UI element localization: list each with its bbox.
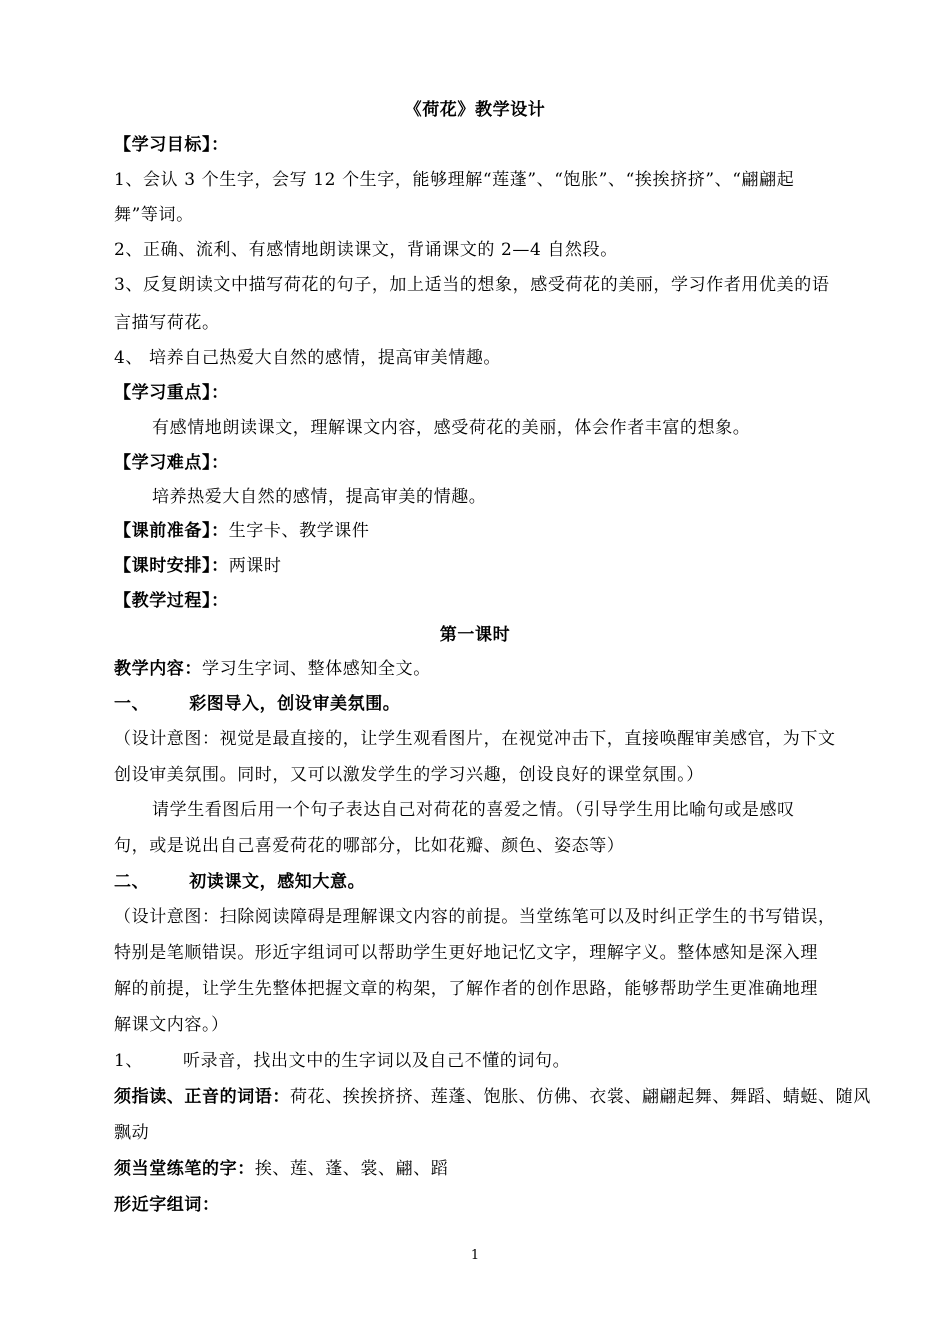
step-1-task-line-2: 句，或是说出自己喜爱荷花的哪部分，比如花瓣、颜色、姿态等） [114, 836, 625, 856]
item-1-text: 听录音，找出文中的生字词以及自己不懂的词句。 [183, 1051, 571, 1071]
step-1-number: 一、 [114, 694, 150, 714]
step-1-heading [114, 692, 864, 716]
step-2-intent-line-2: 特别是笔顺错误。形近字组词可以帮助学生更好地记忆文字，理解字义。整体感知是深入理 [114, 943, 818, 963]
section-heading-process: 【教学过程】： [114, 591, 229, 611]
read-words-line-2: 飘动 [114, 1123, 150, 1143]
step-2-intent-line-3: 解的前提，让学生先整体把握文章的构架，了解作者的创作思路，能够帮助学生更准确地理 [114, 979, 818, 999]
page-number: 1 [470, 1248, 480, 1263]
lesson-heading: 第一课时 [439, 625, 511, 645]
preparation-text: 生字卡、教学课件 [228, 521, 370, 541]
step-2-heading [114, 870, 864, 894]
section-heading-key-points: 【学习重点】： [114, 383, 229, 403]
step-1-task-line-1: 请学生看图后用一个句子表达自己对荷花的喜爱之情。（引导学生用比喻句或是感叹 [152, 800, 795, 820]
read-words-line-1 [114, 1085, 871, 1109]
content-line [114, 657, 864, 681]
section-heading-goals: 【学习目标】： [114, 135, 229, 155]
step-1-intent-line-2: 创设审美氛围。同时，又可以激发学生的学习兴趣，创设良好的课堂氛围。） [114, 765, 704, 785]
content-label: 教学内容： [114, 659, 202, 679]
key-points-text: 有感情地朗读课文，理解课文内容，感受荷花的美丽，体会作者丰富的想象。 [152, 418, 751, 438]
item-1 [114, 1049, 864, 1073]
step-1-title: 彩图导入，创设审美氛围。 [189, 694, 401, 714]
step-1-intent-line-1: （设计意图：视觉是最直接的，让学生观看图片，在视觉冲击下，直接唤醒审美感官，为下文 [114, 729, 836, 749]
item-1-number: 1、 [114, 1051, 144, 1071]
preparation-line [114, 519, 864, 543]
goal-4: 4、 培养自己热爱大自然的感情，提高审美情趣。 [114, 348, 502, 368]
write-chars-text: 挨、莲、蓬、裳、翩、蹈 [254, 1159, 449, 1179]
step-2-intent-line-4: 解课文内容。） [114, 1015, 229, 1035]
goal-2: 2、正确、流利、有感情地朗读课文，背诵课文的 2—4 自然段。 [114, 240, 618, 260]
read-words-label: 须指读、正音的词语： [114, 1087, 290, 1107]
section-heading-difficulties: 【学习难点】： [114, 453, 229, 473]
schedule-text: 两课时 [228, 556, 282, 576]
write-chars-label: 须当堂练笔的字： [114, 1159, 255, 1179]
goal-3-line-1: 3、反复朗读文中描写荷花的句子，加上适当的想象，感受荷花的美丽，学习作者用优美的语 [114, 275, 830, 295]
preparation-label: 【课前准备】： [114, 521, 229, 541]
content-text: 学习生字词、整体感知全文。 [202, 659, 431, 679]
read-words-text: 荷花、挨挨挤挤、莲蓬、饱胀、仿佛、衣裳、翩翩起舞、舞蹈、蜻蜓、随风 [290, 1087, 871, 1107]
goal-1-line-1: 1、会认 3 个生字，会写 12 个生字，能够理解“莲蓬”、“饱胀”、“挨挨挤挤”、“翩翩起 [114, 170, 795, 190]
step-2-number: 二、 [114, 872, 150, 892]
step-2-intent-line-1: （设计意图：扫除阅读障碍是理解课文内容的前提。当堂练笔可以及时纠正学生的书写错误， [114, 907, 836, 927]
step-2-title: 初读课文，感知大意。 [189, 872, 366, 892]
write-chars-line [114, 1157, 864, 1181]
page-title: 《荷花》教学设计 [404, 100, 546, 120]
similar-chars-label: 形近字组词： [114, 1195, 220, 1215]
goal-1-line-2: 舞”等词。 [114, 205, 194, 225]
goal-3-line-2: 言描写荷花。 [114, 313, 220, 333]
schedule-line [114, 554, 864, 578]
difficulties-text: 培养热爱大自然的感情，提高审美的情趣。 [152, 487, 487, 507]
schedule-label: 【课时安排】： [114, 556, 229, 576]
